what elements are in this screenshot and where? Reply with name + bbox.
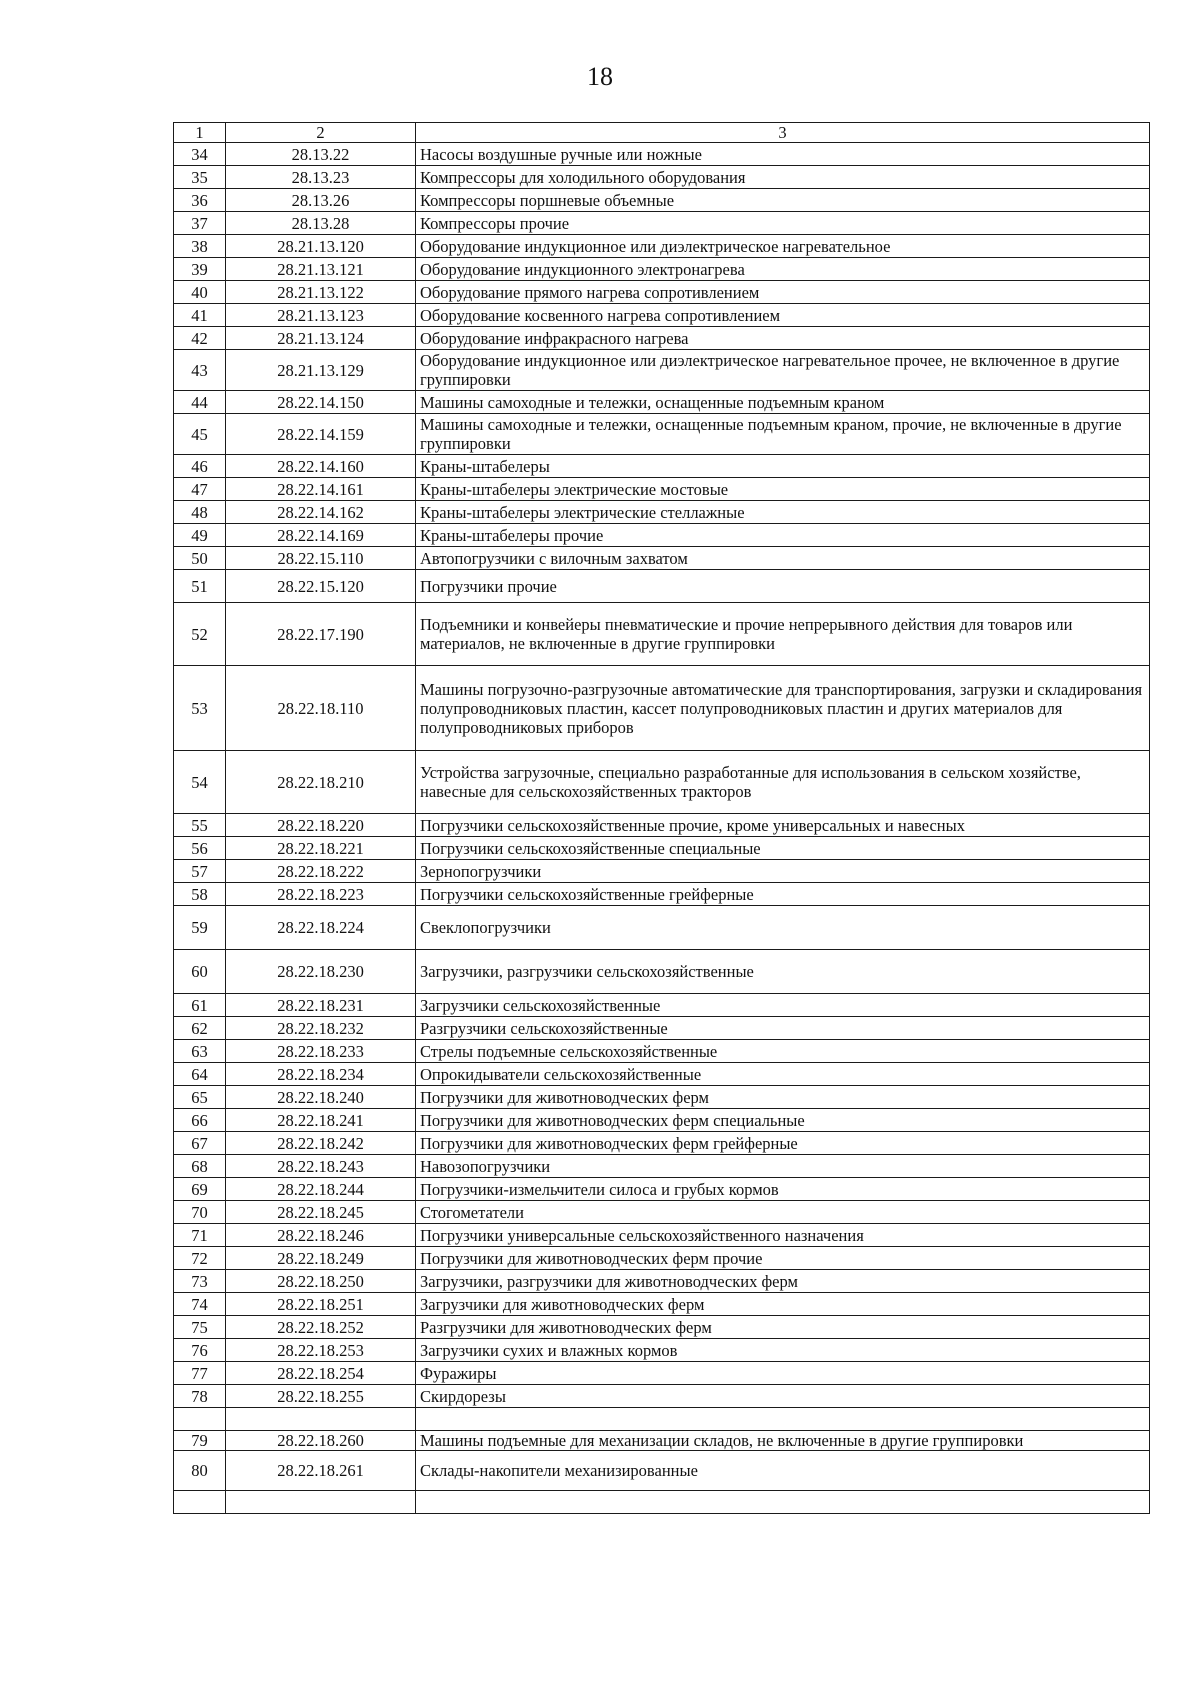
row-name: Оборудование индукционного электронагрева xyxy=(416,258,1150,281)
row-code: 28.22.17.190 xyxy=(226,603,416,666)
row-name: Склады-накопители механизированные xyxy=(416,1451,1150,1491)
row-name: Подъемники и конвейеры пневматические и прочие непрерывного действия для товаров или материалов, не включенные в другие группировки xyxy=(416,603,1150,666)
row-name: Зернопогрузчики xyxy=(416,860,1150,883)
row-name: Загрузчики сухих и влажных кормов xyxy=(416,1339,1150,1362)
row-number: 53 xyxy=(174,666,226,751)
table-row xyxy=(174,906,1150,950)
row-code: 28.22.18.210 xyxy=(226,751,416,814)
row-name: Погрузчики универсальные сельскохозяйственного назначения xyxy=(416,1224,1150,1247)
row-name: Компрессоры прочие xyxy=(416,212,1150,235)
row-name: Оборудование прямого нагрева сопротивлением xyxy=(416,281,1150,304)
table-row xyxy=(174,1109,1150,1132)
row-code: 28.22.18.246 xyxy=(226,1224,416,1247)
row-name: Опрокидыватели сельскохозяйственные xyxy=(416,1063,1150,1086)
table-row xyxy=(174,1316,1150,1339)
table-row xyxy=(174,189,1150,212)
row-number: 55 xyxy=(174,814,226,837)
row-number: 46 xyxy=(174,455,226,478)
row-number: 77 xyxy=(174,1362,226,1385)
row-name: Краны-штабелеры электрические мостовые xyxy=(416,478,1150,501)
row-code: 28.22.18.249 xyxy=(226,1247,416,1270)
row-number: 75 xyxy=(174,1316,226,1339)
table-row xyxy=(174,304,1150,327)
table-header-row xyxy=(174,123,1150,143)
table-row xyxy=(174,814,1150,837)
row-code: 28.22.15.110 xyxy=(226,547,416,570)
row-code: 28.22.18.261 xyxy=(226,1451,416,1491)
table-row xyxy=(174,570,1150,603)
row-name: Погрузчики для животноводческих ферм xyxy=(416,1086,1150,1109)
row-code: 28.22.18.245 xyxy=(226,1201,416,1224)
row-number: 66 xyxy=(174,1109,226,1132)
row-name: Погрузчики для животноводческих ферм грейферные xyxy=(416,1132,1150,1155)
row-number: 47 xyxy=(174,478,226,501)
row-number xyxy=(174,1408,226,1431)
equipment-code-table xyxy=(173,122,1150,1514)
row-name: Насосы воздушные ручные или ножные xyxy=(416,143,1150,166)
row-number: 68 xyxy=(174,1155,226,1178)
table-row xyxy=(174,1408,1150,1431)
row-code: 28.22.18.243 xyxy=(226,1155,416,1178)
row-name: Машины погрузочно-разгрузочные автоматические для транспортирования, загрузки и складирования полупроводниковых пластин, кассет полупроводниковых пластин и других материалов для полупроводниковых приборов xyxy=(416,666,1150,751)
row-name: Оборудование индукционное или диэлектрическое нагревательное xyxy=(416,235,1150,258)
row-number: 69 xyxy=(174,1178,226,1201)
row-code: 28.22.14.161 xyxy=(226,478,416,501)
row-number: 49 xyxy=(174,524,226,547)
row-name: Краны-штабелеры прочие xyxy=(416,524,1150,547)
row-code: 28.13.26 xyxy=(226,189,416,212)
row-code: 28.22.18.240 xyxy=(226,1086,416,1109)
row-name xyxy=(416,1408,1150,1431)
table-row xyxy=(174,1431,1150,1451)
row-code: 28.22.18.230 xyxy=(226,950,416,994)
row-name: Компрессоры для холодильного оборудования xyxy=(416,166,1150,189)
table-row xyxy=(174,327,1150,350)
row-code: 28.22.18.223 xyxy=(226,883,416,906)
row-number: 72 xyxy=(174,1247,226,1270)
row-code: 28.21.13.123 xyxy=(226,304,416,327)
row-code: 28.22.18.252 xyxy=(226,1316,416,1339)
row-name: Автопогрузчики с вилочным захватом xyxy=(416,547,1150,570)
table-row xyxy=(174,860,1150,883)
row-name: Машины самоходные и тележки, оснащенные подъемным краном xyxy=(416,391,1150,414)
row-code: 28.22.18.221 xyxy=(226,837,416,860)
row-name: Краны-штабелеры xyxy=(416,455,1150,478)
row-number: 44 xyxy=(174,391,226,414)
row-number: 76 xyxy=(174,1339,226,1362)
column-header-code: 2 xyxy=(226,123,416,143)
row-code: 28.22.18.260 xyxy=(226,1431,416,1451)
row-number: 78 xyxy=(174,1385,226,1408)
table-row xyxy=(174,883,1150,906)
table-row xyxy=(174,350,1150,391)
table-row xyxy=(174,1063,1150,1086)
row-number: 35 xyxy=(174,166,226,189)
row-name: Навозопогрузчики xyxy=(416,1155,1150,1178)
row-number: 58 xyxy=(174,883,226,906)
row-code: 28.22.18.254 xyxy=(226,1362,416,1385)
row-code: 28.22.18.242 xyxy=(226,1132,416,1155)
row-code: 28.21.13.122 xyxy=(226,281,416,304)
row-code: 28.22.18.224 xyxy=(226,906,416,950)
row-code: 28.22.18.244 xyxy=(226,1178,416,1201)
row-number: 70 xyxy=(174,1201,226,1224)
row-code: 28.21.13.129 xyxy=(226,350,416,391)
row-number xyxy=(174,1491,226,1514)
row-number: 54 xyxy=(174,751,226,814)
row-number: 73 xyxy=(174,1270,226,1293)
row-code: 28.22.18.232 xyxy=(226,1017,416,1040)
table-row xyxy=(174,1339,1150,1362)
row-number: 65 xyxy=(174,1086,226,1109)
row-name: Стрелы подъемные сельскохозяйственные xyxy=(416,1040,1150,1063)
row-number: 64 xyxy=(174,1063,226,1086)
row-code: 28.21.13.120 xyxy=(226,235,416,258)
row-number: 61 xyxy=(174,994,226,1017)
row-number: 36 xyxy=(174,189,226,212)
table-row xyxy=(174,143,1150,166)
row-name: Погрузчики-измельчители силоса и грубых кормов xyxy=(416,1178,1150,1201)
row-name: Фуражиры xyxy=(416,1362,1150,1385)
table-row xyxy=(174,1270,1150,1293)
table-row xyxy=(174,478,1150,501)
row-code: 28.22.14.150 xyxy=(226,391,416,414)
table-row xyxy=(174,1247,1150,1270)
row-name: Погрузчики сельскохозяйственные грейферные xyxy=(416,883,1150,906)
row-number: 67 xyxy=(174,1132,226,1155)
table-row xyxy=(174,666,1150,751)
row-number: 39 xyxy=(174,258,226,281)
row-number: 42 xyxy=(174,327,226,350)
row-number: 74 xyxy=(174,1293,226,1316)
row-name: Оборудование индукционное или диэлектрическое нагревательное прочее, не включенное в другие группировки xyxy=(416,350,1150,391)
row-code: 28.22.18.233 xyxy=(226,1040,416,1063)
row-number: 51 xyxy=(174,570,226,603)
table-row xyxy=(174,547,1150,570)
table-row xyxy=(174,603,1150,666)
row-number: 63 xyxy=(174,1040,226,1063)
row-number: 50 xyxy=(174,547,226,570)
table-row xyxy=(174,235,1150,258)
table-row xyxy=(174,751,1150,814)
row-name: Разгрузчики для животноводческих ферм xyxy=(416,1316,1150,1339)
table-row xyxy=(174,455,1150,478)
row-name: Машины подъемные для механизации складов, не включенные в другие группировки xyxy=(416,1431,1150,1451)
row-code: 28.22.18.222 xyxy=(226,860,416,883)
row-name: Загрузчики для животноводческих ферм xyxy=(416,1293,1150,1316)
column-header-name: 3 xyxy=(416,123,1150,143)
row-number: 62 xyxy=(174,1017,226,1040)
table-row xyxy=(174,1155,1150,1178)
row-number: 59 xyxy=(174,906,226,950)
row-code: 28.13.22 xyxy=(226,143,416,166)
row-code: 28.22.14.159 xyxy=(226,414,416,455)
row-name: Погрузчики сельскохозяйственные прочие, кроме универсальных и навесных xyxy=(416,814,1150,837)
row-number: 45 xyxy=(174,414,226,455)
table-row xyxy=(174,212,1150,235)
row-code: 28.22.18.110 xyxy=(226,666,416,751)
row-name xyxy=(416,1491,1150,1514)
table-row xyxy=(174,524,1150,547)
row-code: 28.22.15.120 xyxy=(226,570,416,603)
row-code: 28.13.23 xyxy=(226,166,416,189)
row-name: Погрузчики для животноводческих ферм прочие xyxy=(416,1247,1150,1270)
row-name: Стогометатели xyxy=(416,1201,1150,1224)
table-row xyxy=(174,1293,1150,1316)
row-name: Устройства загрузочные, специально разработанные для использования в сельском хозяйстве, навесные для сельскохозяйственных тракторов xyxy=(416,751,1150,814)
row-name: Краны-штабелеры электрические стеллажные xyxy=(416,501,1150,524)
table-row xyxy=(174,501,1150,524)
table-row xyxy=(174,1086,1150,1109)
row-number: 43 xyxy=(174,350,226,391)
table-row xyxy=(174,1017,1150,1040)
row-number: 71 xyxy=(174,1224,226,1247)
row-number: 38 xyxy=(174,235,226,258)
row-name: Загрузчики сельскохозяйственные xyxy=(416,994,1150,1017)
column-header-number: 1 xyxy=(174,123,226,143)
row-code xyxy=(226,1408,416,1431)
row-number: 57 xyxy=(174,860,226,883)
row-code: 28.22.18.234 xyxy=(226,1063,416,1086)
row-number: 41 xyxy=(174,304,226,327)
row-number: 37 xyxy=(174,212,226,235)
row-number: 60 xyxy=(174,950,226,994)
row-code xyxy=(226,1491,416,1514)
row-number: 48 xyxy=(174,501,226,524)
table-row xyxy=(174,1201,1150,1224)
row-name: Оборудование косвенного нагрева сопротивлением xyxy=(416,304,1150,327)
row-code: 28.22.18.255 xyxy=(226,1385,416,1408)
table-row xyxy=(174,994,1150,1017)
table-row xyxy=(174,281,1150,304)
table-row xyxy=(174,1132,1150,1155)
row-code: 28.22.14.160 xyxy=(226,455,416,478)
table-row xyxy=(174,1491,1150,1514)
table-row xyxy=(174,950,1150,994)
row-number: 80 xyxy=(174,1451,226,1491)
table-row xyxy=(174,1178,1150,1201)
row-name: Погрузчики для животноводческих ферм специальные xyxy=(416,1109,1150,1132)
row-name: Оборудование инфракрасного нагрева xyxy=(416,327,1150,350)
row-code: 28.22.14.169 xyxy=(226,524,416,547)
row-name: Скирдорезы xyxy=(416,1385,1150,1408)
row-name: Машины самоходные и тележки, оснащенные подъемным краном, прочие, не включенные в другие группировки xyxy=(416,414,1150,455)
table-row xyxy=(174,1224,1150,1247)
row-name: Загрузчики, разгрузчики для животноводческих ферм xyxy=(416,1270,1150,1293)
row-code: 28.21.13.124 xyxy=(226,327,416,350)
table-row xyxy=(174,1451,1150,1491)
row-code: 28.21.13.121 xyxy=(226,258,416,281)
table-row xyxy=(174,1362,1150,1385)
row-number: 40 xyxy=(174,281,226,304)
row-code: 28.22.18.253 xyxy=(226,1339,416,1362)
row-code: 28.22.18.241 xyxy=(226,1109,416,1132)
row-number: 79 xyxy=(174,1431,226,1451)
page-number: 18 xyxy=(587,62,613,91)
row-code: 28.22.14.162 xyxy=(226,501,416,524)
row-name: Погрузчики сельскохозяйственные специальные xyxy=(416,837,1150,860)
row-number: 56 xyxy=(174,837,226,860)
table-row xyxy=(174,414,1150,455)
row-code: 28.22.18.250 xyxy=(226,1270,416,1293)
row-code: 28.22.18.231 xyxy=(226,994,416,1017)
table-row xyxy=(174,1040,1150,1063)
table-row xyxy=(174,837,1150,860)
row-number: 52 xyxy=(174,603,226,666)
row-name: Разгрузчики сельскохозяйственные xyxy=(416,1017,1150,1040)
row-name: Свеклопогрузчики xyxy=(416,906,1150,950)
row-name: Компрессоры поршневые объемные xyxy=(416,189,1150,212)
row-name: Погрузчики прочие xyxy=(416,570,1150,603)
table-row xyxy=(174,1385,1150,1408)
row-name: Загрузчики, разгрузчики сельскохозяйственные xyxy=(416,950,1150,994)
row-code: 28.22.18.220 xyxy=(226,814,416,837)
table-row xyxy=(174,258,1150,281)
table-row xyxy=(174,166,1150,189)
row-number: 34 xyxy=(174,143,226,166)
row-code: 28.22.18.251 xyxy=(226,1293,416,1316)
row-code: 28.13.28 xyxy=(226,212,416,235)
table-row xyxy=(174,391,1150,414)
